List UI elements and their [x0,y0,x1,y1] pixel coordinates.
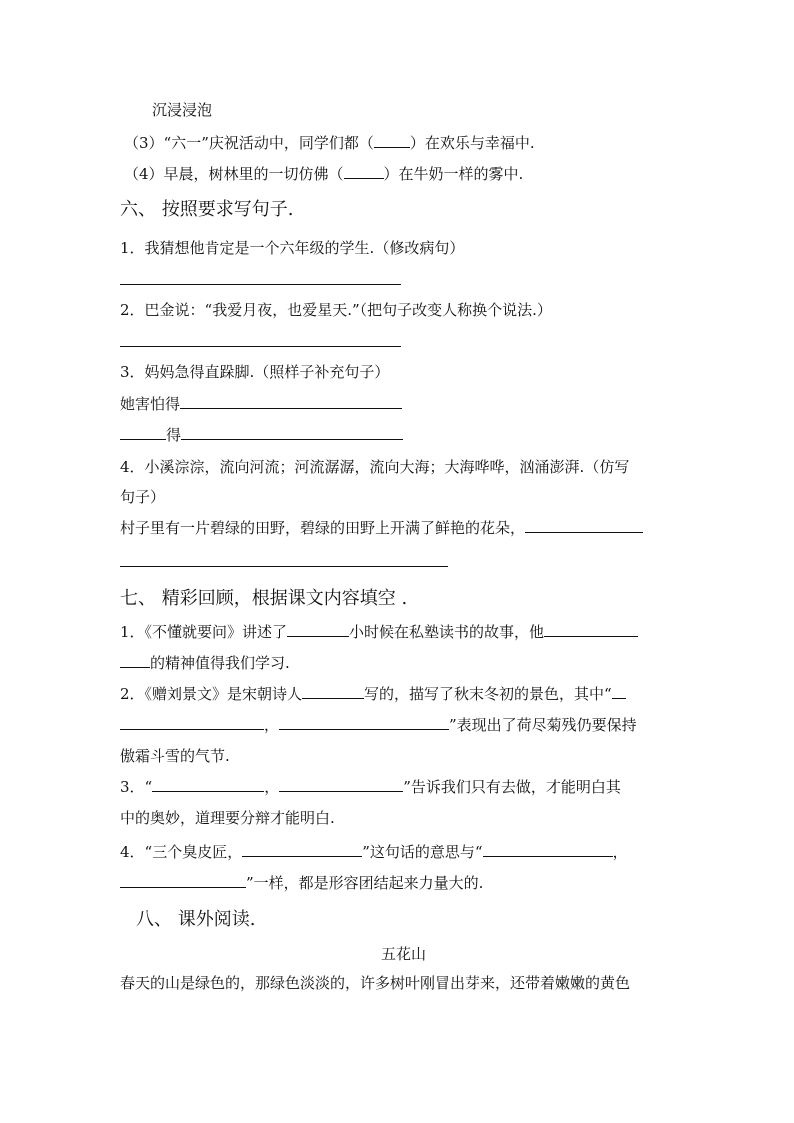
question-6-4: 4．小溪淙淙，流向河流；河流潺潺，流向大海；大海哗哗，汹涌澎湃.（仿写 [120,458,630,476]
answer-blank[interactable] [483,842,613,857]
question-6-3: 3．妈妈急得直跺脚.（照样子补充句子） [120,363,390,381]
answer-line[interactable] [120,284,401,285]
answer-blank[interactable] [279,715,449,730]
answer-line[interactable] [120,566,448,567]
question-7-3-cont: 中的奥妙，道理要分辩才能明白. [120,809,335,827]
answer-blank[interactable] [120,715,264,730]
answer-blank[interactable] [287,622,349,637]
question-7-1-cont: 的精神值得我们学习. [120,653,290,673]
answer-blank[interactable] [181,425,403,440]
question-6-4-prompt: 村子里有一片碧绿的田野，碧绿的田野上开满了鲜艳的花朵， [120,518,643,538]
answer-blank[interactable] [374,133,410,148]
answer-blank[interactable] [302,684,364,699]
question-7-4-cont: ”一样，都是形容团结起来力量大的. [120,873,483,893]
passage-text: 春天的山是绿色的，那绿色淡淡的，许多树叶刚冒出芽来，还带着嫩嫩的黄色 [120,974,631,992]
passage-title: 五花山 [381,945,427,963]
question-5-4: （4）早晨，树林里的一切仿佛（ ）在牛奶一样的雾中. [124,165,524,183]
question-6-3-line2: 得 [120,425,403,445]
question-6-4-cont: 句子） [120,488,166,506]
question-6-1: 1．我猜想他肯定是一个六年级的学生.（修改病句） [120,239,465,257]
answer-blank[interactable] [344,164,384,179]
section-7-heading: 七、 精彩回顾，根据课文内容填空 . [120,588,408,609]
question-7-1: 1．《不懂就要问》讲述了 小时候在私塾读书的故事，他 [120,622,638,642]
question-7-2-end: 傲霜斗雪的气节. [120,747,230,765]
question-7-2: 2．《赠刘景文》是宋朝诗人 写的，描写了秋末冬初的景色，其中“ [120,684,626,704]
answer-blank[interactable] [180,394,402,409]
answer-blank[interactable] [120,873,246,888]
answer-blank[interactable] [525,518,643,533]
question-7-2-cont: ， ”表现出了荷尽菊残仍要保持 [120,715,637,735]
question-5-3: （3）“六一”庆祝活动中，同学们都（ ）在欢乐与幸福中. [124,134,535,152]
answer-blank[interactable] [120,653,150,668]
answer-blank[interactable] [612,684,626,699]
answer-blank[interactable] [242,842,362,857]
answer-blank[interactable] [152,777,264,792]
section-8-heading: 八、 课外阅读. [136,909,256,930]
question-7-3: 3．“ ， ”告诉我们只有去做，才能明白其 [120,778,621,796]
answer-blank[interactable] [279,777,403,792]
question-6-2: 2．巴金说：“我爱月夜，也爱星天.”（把句子改变人称换个说法.） [120,301,552,319]
word-options: 沉浸浸泡 [152,101,213,119]
section-6-heading: 六、 按照要求写句子. [120,199,294,220]
question-6-3-line1: 她害怕得 [120,394,402,414]
answer-blank[interactable] [544,622,638,637]
question-7-4: 4．“三个臭皮匠， ”这句话的意思与“ ， [120,843,628,861]
answer-line[interactable] [120,346,401,347]
answer-blank[interactable] [120,425,166,440]
